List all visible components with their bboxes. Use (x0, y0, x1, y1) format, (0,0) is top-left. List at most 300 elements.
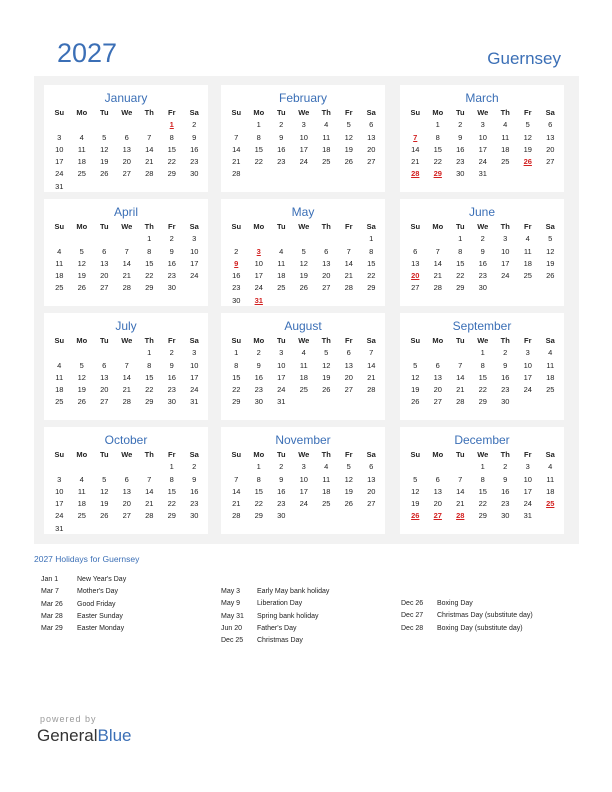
weekday-header: Th (500, 336, 510, 345)
empty-cell (225, 119, 248, 131)
weekday-header: Sa (545, 222, 555, 231)
empty-cell (93, 119, 116, 131)
day-cell: 9 (279, 132, 284, 142)
day-cell: 20 (367, 486, 376, 496)
month-name: October (104, 433, 148, 447)
day-cell: 13 (100, 372, 109, 382)
day-cell: 8 (369, 246, 374, 256)
empty-cell (449, 461, 472, 473)
day-cell: 6 (548, 120, 553, 130)
day-cell: 29 (367, 283, 376, 293)
day-cell: 22 (367, 271, 376, 281)
day-cell: 27 (411, 283, 420, 293)
day-cell: 26 (344, 499, 353, 509)
day-cell: 10 (299, 474, 308, 484)
weekday-header: Mo (253, 450, 265, 459)
day-cell: 24 (501, 271, 510, 281)
weekday-header: Tu (99, 336, 109, 345)
day-cell: 9 (503, 360, 508, 370)
holiday-day-cell: 20 (411, 271, 420, 281)
empty-cell (93, 233, 116, 245)
day-cell: 13 (433, 372, 442, 382)
month-grid (225, 107, 383, 181)
weekday-header: Mo (76, 222, 88, 231)
weekday-header: Mo (253, 108, 265, 117)
empty-cell (93, 461, 116, 473)
day-cell: 17 (55, 499, 64, 509)
holiday-column (41, 574, 126, 635)
weekday-header: Su (410, 336, 421, 345)
day-cell: 4 (79, 132, 84, 142)
day-cell: 27 (122, 511, 131, 521)
weekday-header: We (298, 336, 310, 345)
day-cell: 19 (100, 499, 109, 509)
day-cell: 13 (122, 486, 131, 496)
holiday-day-cell: 1 (169, 120, 174, 130)
day-cell: 15 (167, 144, 176, 154)
holiday-row (221, 635, 329, 647)
month-april (44, 199, 208, 306)
empty-cell (449, 347, 472, 359)
day-cell: 22 (456, 271, 465, 281)
day-cell: 7 (147, 132, 152, 142)
day-cell: 2 (503, 462, 508, 472)
weekday-header: Mo (76, 450, 88, 459)
day-cell: 27 (367, 499, 376, 509)
empty-cell (225, 461, 248, 473)
day-cell: 20 (367, 144, 376, 154)
weekday-header: Sa (366, 108, 376, 117)
weekday-header: Tu (99, 108, 109, 117)
day-cell: 21 (344, 271, 353, 281)
month-name: May (291, 205, 315, 219)
day-cell: 28 (122, 283, 131, 293)
holiday-day-cell: 7 (413, 132, 418, 142)
holiday-row (221, 623, 329, 635)
day-cell: 4 (57, 360, 62, 370)
day-cell: 9 (192, 474, 197, 484)
holiday-day-cell: 25 (546, 499, 555, 509)
day-cell: 21 (456, 385, 465, 395)
month-name: August (284, 319, 322, 333)
month-grid (404, 335, 562, 409)
weekday-header: We (477, 222, 489, 231)
day-cell: 30 (478, 283, 487, 293)
day-cell: 24 (523, 385, 532, 395)
weekday-header: Su (54, 222, 65, 231)
day-cell: 15 (367, 258, 376, 268)
day-cell: 23 (478, 271, 487, 281)
day-cell: 10 (55, 486, 64, 496)
weekday-header: Fr (345, 108, 353, 117)
day-cell: 24 (55, 511, 64, 521)
holiday-name: Christmas Day (257, 637, 303, 645)
day-cell: 29 (167, 169, 176, 179)
weekday-header: Su (410, 450, 421, 459)
holiday-date: Mar 29 (41, 625, 63, 633)
day-cell: 17 (55, 157, 64, 167)
day-cell: 12 (77, 258, 86, 268)
day-cell: 17 (190, 372, 199, 382)
holiday-day-cell: 26 (411, 511, 420, 521)
day-cell: 2 (279, 120, 284, 130)
weekday-header: Sa (189, 336, 199, 345)
day-cell: 9 (503, 474, 508, 484)
day-cell: 23 (277, 157, 286, 167)
day-cell: 4 (324, 462, 329, 472)
day-cell: 3 (503, 234, 508, 244)
day-cell: 29 (232, 397, 241, 407)
weekday-header: Fr (524, 222, 532, 231)
day-cell: 27 (344, 385, 353, 395)
weekday-header: Fr (524, 336, 532, 345)
brand-logo (37, 726, 132, 746)
weekday-header: Sa (545, 108, 555, 117)
weekday-header: Su (231, 222, 242, 231)
day-cell: 20 (100, 385, 109, 395)
day-cell: 29 (478, 511, 487, 521)
day-cell: 13 (322, 258, 331, 268)
day-cell: 12 (546, 246, 555, 256)
weekday-header: We (121, 336, 133, 345)
empty-cell (427, 347, 450, 359)
holiday-date: Jan 1 (41, 576, 59, 583)
day-cell: 6 (435, 474, 440, 484)
day-cell: 5 (413, 360, 418, 370)
month-june (400, 199, 564, 306)
day-cell: 3 (279, 348, 284, 358)
day-cell: 22 (478, 499, 487, 509)
month-grid (48, 335, 206, 409)
holiday-row (221, 598, 329, 610)
weekday-header: Sa (545, 336, 555, 345)
day-cell: 18 (523, 258, 532, 268)
day-cell: 9 (480, 246, 485, 256)
day-cell: 19 (546, 258, 555, 268)
holiday-name: Boxing Day (substitute day) (437, 624, 523, 632)
day-cell: 9 (279, 474, 284, 484)
holiday-day-cell: 29 (433, 169, 442, 179)
day-cell: 20 (433, 385, 442, 395)
weekday-header: Mo (76, 108, 88, 117)
day-cell: 3 (57, 132, 62, 142)
day-cell: 16 (277, 144, 286, 154)
day-cell: 5 (324, 348, 329, 358)
day-cell: 30 (501, 511, 510, 521)
day-cell: 16 (167, 258, 176, 268)
day-cell: 22 (145, 385, 154, 395)
holiday-date: Dec 25 (221, 637, 244, 645)
weekday-header: Su (54, 450, 65, 459)
day-cell: 25 (55, 283, 64, 293)
day-cell: 30 (456, 169, 465, 179)
weekday-header: Tu (455, 222, 465, 231)
weekday-header: Fr (524, 450, 532, 459)
day-cell: 8 (169, 132, 174, 142)
day-cell: 21 (232, 499, 241, 509)
day-cell: 13 (122, 144, 131, 154)
day-cell: 13 (367, 132, 376, 142)
day-cell: 2 (169, 348, 174, 358)
weekday-header: Fr (345, 222, 353, 231)
weekday-header: Sa (366, 336, 376, 345)
weekday-header: Fr (345, 450, 353, 459)
day-cell: 12 (411, 372, 420, 382)
weekday-header: Sa (189, 108, 199, 117)
holiday-row (401, 610, 533, 622)
empty-cell (48, 461, 71, 473)
month-grid (48, 107, 206, 193)
weekday-header: Mo (432, 222, 444, 231)
month-name: December (454, 433, 510, 447)
day-cell: 23 (167, 271, 176, 281)
day-cell: 16 (501, 486, 510, 496)
day-cell: 1 (256, 462, 261, 472)
day-cell: 6 (369, 462, 374, 472)
day-cell: 11 (55, 372, 64, 382)
holiday-row (41, 599, 126, 611)
day-cell: 8 (169, 474, 174, 484)
day-cell: 19 (77, 271, 86, 281)
day-cell: 5 (346, 120, 351, 130)
day-cell: 16 (190, 486, 199, 496)
day-cell: 1 (147, 348, 152, 358)
day-cell: 25 (546, 385, 555, 395)
empty-cell (93, 347, 116, 359)
day-cell: 9 (192, 132, 197, 142)
weekday-header: Th (500, 222, 510, 231)
holiday-column (401, 598, 533, 635)
weekday-header: Fr (168, 108, 176, 117)
day-cell: 22 (167, 499, 176, 509)
calendar-panel (34, 76, 579, 544)
day-cell: 2 (503, 348, 508, 358)
day-cell: 14 (456, 372, 465, 382)
day-cell: 10 (501, 246, 510, 256)
day-cell: 27 (100, 397, 109, 407)
weekday-header: Su (54, 108, 65, 117)
day-cell: 26 (344, 157, 353, 167)
weekday-header: Sa (189, 222, 199, 231)
weekday-header: We (298, 222, 310, 231)
day-cell: 8 (147, 360, 152, 370)
empty-cell (404, 119, 427, 131)
day-cell: 30 (501, 397, 510, 407)
day-cell: 12 (411, 486, 420, 496)
holiday-day-cell: 28 (456, 511, 465, 521)
day-cell: 16 (167, 372, 176, 382)
day-cell: 5 (413, 474, 418, 484)
empty-cell (71, 233, 94, 245)
day-cell: 20 (322, 271, 331, 281)
day-cell: 28 (232, 169, 241, 179)
day-cell: 11 (523, 246, 532, 256)
day-cell: 22 (478, 385, 487, 395)
day-cell: 8 (435, 132, 440, 142)
day-cell: 10 (299, 132, 308, 142)
day-cell: 20 (344, 372, 353, 382)
day-cell: 30 (232, 295, 241, 305)
day-cell: 14 (411, 144, 420, 154)
day-cell: 17 (501, 258, 510, 268)
day-cell: 12 (344, 474, 353, 484)
day-cell: 24 (277, 385, 286, 395)
holiday-day-cell: 9 (234, 258, 239, 268)
weekday-header: Su (410, 108, 421, 117)
empty-cell (225, 233, 248, 245)
day-cell: 4 (548, 462, 553, 472)
day-cell: 30 (167, 283, 176, 293)
day-cell: 5 (525, 120, 530, 130)
day-cell: 17 (277, 372, 286, 382)
day-cell: 10 (254, 258, 263, 268)
day-cell: 9 (169, 246, 174, 256)
day-cell: 19 (299, 271, 308, 281)
weekday-header: We (121, 108, 133, 117)
empty-cell (71, 461, 94, 473)
month-may (221, 199, 385, 306)
month-january (44, 85, 208, 192)
day-cell: 23 (254, 385, 263, 395)
day-cell: 1 (369, 234, 374, 244)
day-cell: 9 (256, 360, 261, 370)
day-cell: 18 (277, 271, 286, 281)
day-cell: 19 (322, 372, 331, 382)
month-july (44, 313, 208, 420)
holiday-day-cell: 28 (411, 169, 420, 179)
day-cell: 14 (433, 258, 442, 268)
day-cell: 2 (169, 234, 174, 244)
day-cell: 4 (79, 474, 84, 484)
holiday-date: Dec 28 (401, 624, 424, 632)
day-cell: 25 (77, 511, 86, 521)
weekday-header: Mo (76, 336, 88, 345)
day-cell: 19 (411, 499, 420, 509)
day-cell: 2 (192, 462, 197, 472)
day-cell: 18 (501, 144, 510, 154)
day-cell: 7 (234, 132, 239, 142)
day-cell: 4 (548, 348, 553, 358)
holiday-name: Early May bank holiday (257, 588, 330, 595)
day-cell: 6 (102, 246, 107, 256)
day-cell: 25 (501, 157, 510, 167)
day-cell: 25 (523, 271, 532, 281)
day-cell: 10 (55, 144, 64, 154)
weekday-header: Sa (189, 450, 199, 459)
empty-cell (248, 233, 271, 245)
day-cell: 9 (458, 132, 463, 142)
empty-cell (116, 233, 139, 245)
day-cell: 11 (55, 258, 64, 268)
day-cell: 13 (367, 474, 376, 484)
day-cell: 28 (232, 511, 241, 521)
day-cell: 12 (322, 360, 331, 370)
day-cell: 15 (254, 486, 263, 496)
weekday-header: Mo (432, 108, 444, 117)
day-cell: 8 (256, 474, 261, 484)
day-cell: 29 (456, 283, 465, 293)
day-cell: 14 (367, 360, 376, 370)
day-cell: 23 (456, 157, 465, 167)
weekday-header: Tu (99, 222, 109, 231)
month-name: January (104, 91, 148, 105)
day-cell: 31 (277, 397, 286, 407)
month-name: March (465, 91, 499, 105)
day-cell: 1 (256, 120, 261, 130)
day-cell: 8 (256, 132, 261, 142)
month-name: June (468, 205, 496, 219)
day-cell: 4 (503, 120, 508, 130)
brand-blue: Blue (97, 726, 132, 745)
empty-cell (293, 233, 316, 245)
day-cell: 17 (299, 486, 308, 496)
holiday-row (41, 623, 126, 635)
day-cell: 8 (480, 360, 485, 370)
day-cell: 11 (546, 474, 555, 484)
holiday-column (221, 586, 329, 647)
day-cell: 15 (145, 258, 154, 268)
month-november (221, 427, 385, 534)
weekday-header: Fr (345, 336, 353, 345)
day-cell: 24 (190, 271, 199, 281)
holiday-day-cell: 27 (433, 511, 442, 521)
empty-cell (116, 347, 139, 359)
day-cell: 19 (523, 144, 532, 154)
holiday-row (41, 574, 126, 586)
day-cell: 1 (147, 234, 152, 244)
day-cell: 10 (523, 474, 532, 484)
day-cell: 26 (100, 169, 109, 179)
day-cell: 4 (324, 120, 329, 130)
day-cell: 20 (546, 144, 555, 154)
holiday-name: Good Friday (77, 600, 116, 608)
day-cell: 19 (344, 144, 353, 154)
day-cell: 17 (299, 144, 308, 154)
month-grid (404, 107, 562, 181)
day-cell: 6 (102, 360, 107, 370)
day-cell: 19 (411, 385, 420, 395)
weekday-header: Sa (545, 450, 555, 459)
empty-cell (338, 233, 361, 245)
day-cell: 17 (523, 372, 532, 382)
weekday-header: We (477, 108, 489, 117)
day-cell: 29 (145, 397, 154, 407)
day-cell: 28 (433, 283, 442, 293)
day-cell: 8 (458, 246, 463, 256)
day-cell: 2 (234, 246, 239, 256)
day-cell: 24 (299, 499, 308, 509)
day-cell: 20 (122, 499, 131, 509)
day-cell: 13 (433, 486, 442, 496)
day-cell: 1 (480, 462, 485, 472)
country-title: Guernsey (487, 49, 561, 68)
day-cell: 27 (433, 397, 442, 407)
holiday-date: May 3 (221, 588, 241, 595)
holidays-title: 2027 Holidays for Guernsey (34, 554, 140, 564)
month-name: November (275, 433, 331, 447)
weekday-header: We (477, 450, 489, 459)
empty-cell (71, 347, 94, 359)
weekday-header: Th (321, 336, 331, 345)
weekday-header: Th (321, 222, 331, 231)
day-cell: 17 (254, 271, 263, 281)
day-cell: 2 (279, 462, 284, 472)
weekday-header: Th (321, 108, 331, 117)
weekday-header: Tu (99, 450, 109, 459)
month-grid (48, 221, 206, 295)
day-cell: 18 (546, 486, 555, 496)
day-cell: 18 (546, 372, 555, 382)
